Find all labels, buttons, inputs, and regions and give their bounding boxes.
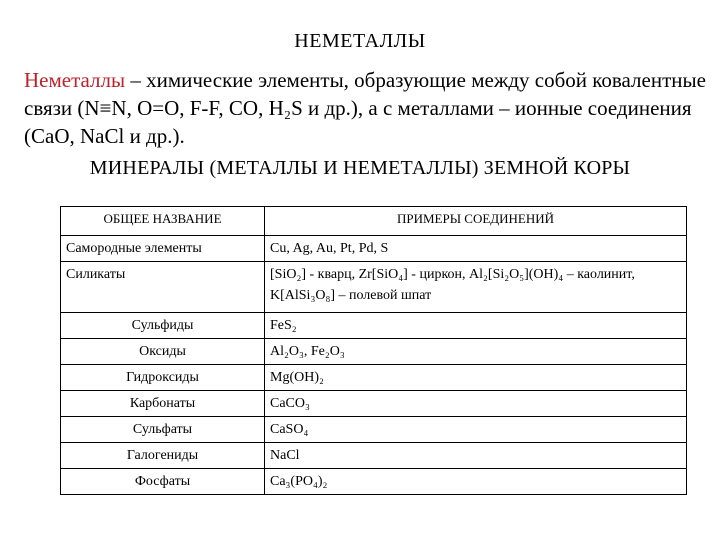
row-examples: CaCO₃ [265, 391, 687, 417]
intro-text: – химические элементы, образующие между собой ковалентные связи (N≡N, O=O, F-F, CO, H₂S и др.), а с металлами – ионные соединения (CaO, NaCl и др.). [24, 68, 706, 148]
row-examples: Ca₃(PO₄)₂ [265, 469, 687, 495]
header-examples: ПРИМЕРЫ СОЕДИНЕНИЙ [265, 207, 687, 236]
row-name: Оксиды [61, 339, 265, 365]
row-examples: NaCl [265, 443, 687, 469]
row-examples: Cu, Ag, Au, Pt, Pd, S [265, 236, 687, 262]
row-name: Сульфиды [61, 313, 265, 339]
table-row [61, 469, 687, 495]
row-name: Сульфаты [61, 417, 265, 443]
row-name: Карбонаты [61, 391, 265, 417]
row-name: Галогениды [61, 443, 265, 469]
table-header-row [61, 207, 687, 236]
section-subtitle: МИНЕРАЛЫ (МЕТАЛЛЫ И НЕМЕТАЛЛЫ) ЗЕМНОЙ КОРЫ [89, 157, 631, 179]
table-row [61, 443, 687, 469]
row-name: Силикаты [61, 262, 265, 313]
row-name: Фосфаты [61, 469, 265, 495]
table-row [61, 262, 687, 313]
table-row [61, 236, 687, 262]
row-name: Гидроксиды [61, 365, 265, 391]
page-title: НЕМЕТАЛЛЫ [294, 30, 426, 52]
table-row [61, 339, 687, 365]
intro-term: Неметаллы [24, 68, 126, 92]
row-examples: CaSO₄ [265, 417, 687, 443]
header-general-name: ОБЩЕЕ НАЗВАНИЕ [61, 207, 265, 236]
table-row [61, 391, 687, 417]
row-examples: Mg(OH)₂ [265, 365, 687, 391]
table-row [61, 417, 687, 443]
minerals-table [60, 206, 687, 495]
row-name: Самородные элементы [61, 236, 265, 262]
row-examples: [SiO₂] - кварц, Zr[SiO₄] - циркон, Al₂[Si₂O₅](OH)₄ – каолинит, K[AlSi₃O₈] – полевой шпат [265, 262, 687, 313]
row-examples: Al₂O₃, Fe₂O₃ [265, 339, 687, 365]
table-row [61, 365, 687, 391]
table-row [61, 313, 687, 339]
row-examples: FeS₂ [265, 313, 687, 339]
intro-paragraph [24, 66, 714, 150]
